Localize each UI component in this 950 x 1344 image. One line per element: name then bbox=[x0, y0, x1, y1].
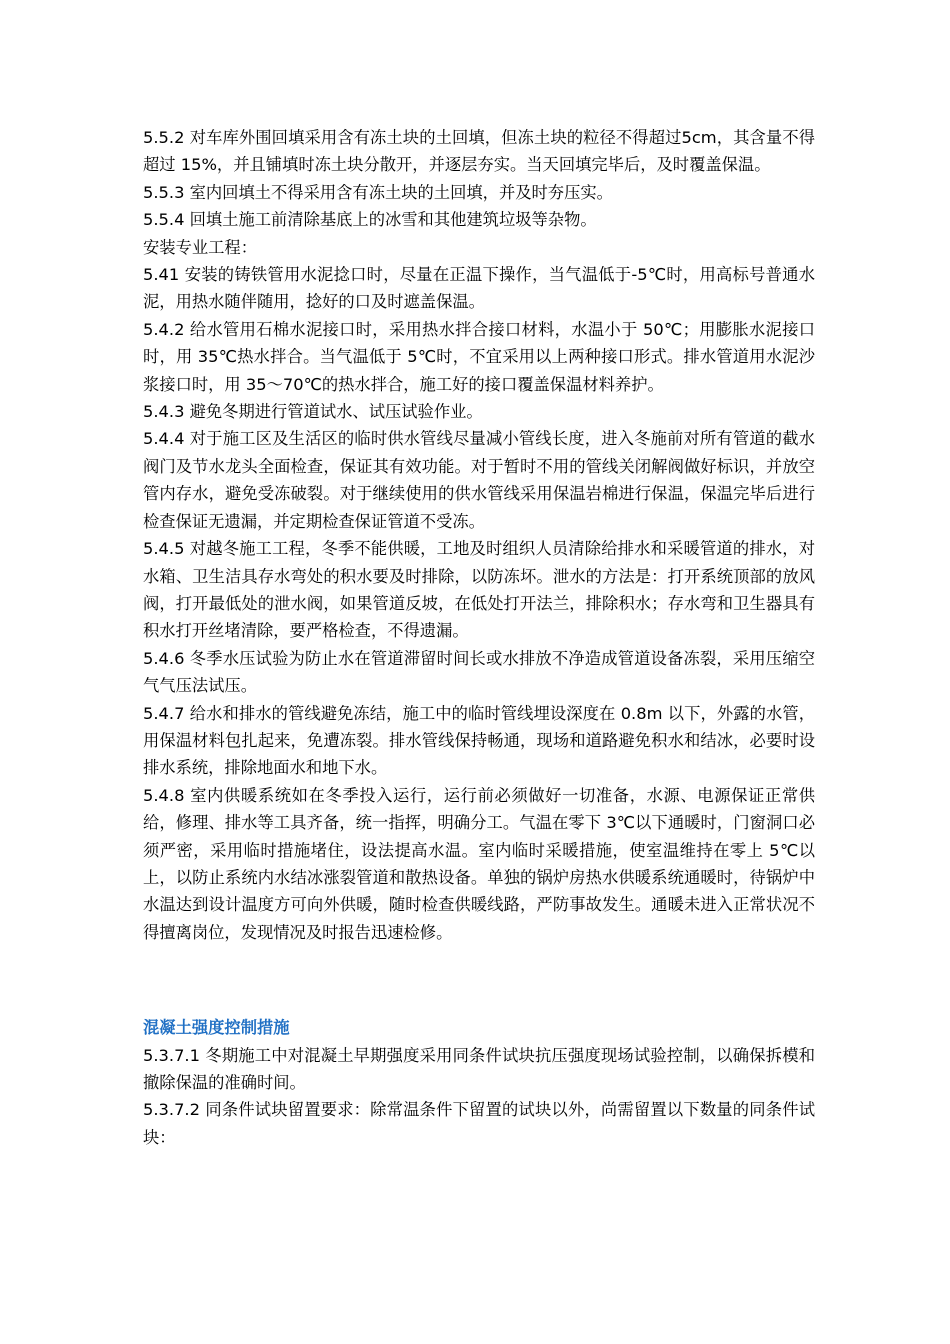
paragraph-5-4-2: 5.4.2 给水管用石棉水泥接口时，采用热水拌合接口材料，水温小于 50℃；用膨胀水泥接口时，用 35℃热水拌合。当气温低于 5℃时，不宜采用以上两种接口形式。排水管道用水泥沙浆接口时，用 35～70℃的热水拌合，施工好的接口覆盖保温材料养护。 bbox=[143, 319, 815, 394]
paragraph-5-3-7-1: 5.3.7.1 冬期施工中对混凝土早期强度采用同条件试块抗压强度现场试验控制，以确保拆模和撤除保温的准确时间。 bbox=[143, 1045, 815, 1092]
paragraph-5-5-4: 5.5.4 回填土施工前清除基底上的冰雪和其他建筑垃圾等杂物。 bbox=[143, 210, 597, 230]
paragraph-5-4-3: 5.4.3 避免冬期进行管道试水、试压试验作业。 bbox=[143, 402, 483, 422]
paragraph-5-4-6: 5.4.6 冬季水压试验为防止水在管道滞留时间长或水排放不净造成管道设备冻裂，采用压缩空气气压法试压。 bbox=[143, 648, 815, 696]
section-heading: 混凝土强度控制措施 bbox=[143, 1018, 290, 1038]
paragraph-5-4-7: 5.4.7 给水和排水的管线避免冻结，施工中的临时管线埋设深度在 0.8m 以下，外露的水管，用保温材料包扎起来，免遭冻裂。排水管线保持畅通，现场和道路避免积水和结冰，必要时设排水系统，排除地面水和地下水。 bbox=[143, 703, 815, 778]
paragraph-5-4-5: 5.4.5 对越冬施工工程，冬季不能供暖，工地及时组织人员清除给排水和采暖管道的排水，对水箱、卫生洁具存水弯处的积水要及时排除，以防冻坏。泄水的方法是：打开系统顶部的放风阀，打开最低处的泄水阀，如果管道反坡，在低处打开法兰，排除积水；存水弯和卫生器具有积水打开丝堵清除，要严格检查，不得遗漏。 bbox=[143, 539, 815, 641]
paragraph-5-4-8: 5.4.8 室内供暖系统如在冬季投入运行，运行前必须做好一切准备，水源、电源保证正常供给，修理、排水等工具齐备，统一指挥，明确分工。气温在零下 3℃以下通暖时，门窗洞口必须严密，采用临时措施堵住，设法提高水温。室内临时采暖措施，使室温维持在零上 5℃以上，以防止系统内水结冰涨裂管道和散热设备。单独的锅炉房热水供暖系统通暖时，待锅炉中水温达到设计温度方可向外供暖，随时检查供暖线路，严防事故发生。通暖未进入正常状况不得擅离岗位，发现情况及时报告迅速检修。 bbox=[143, 785, 815, 942]
paragraph-5-4-4: 5.4.4 对于施工区及生活区的临时供水管线尽量减小管线长度，进入冬施前对所有管道的截水阀门及节水龙头全面检查，保证其有效功能。对于暂时不用的管线关闭解阀做好标识，并放空管内存水，避免受冻破裂。对于继续使用的供水管线采用保温岩棉进行保温，保温完毕后进行检查保证无遗漏，并定期检查保证管道不受冻。 bbox=[143, 429, 815, 531]
paragraph-5-3-7-2: 5.3.7.2 同条件试块留置要求：除常温条件下留置的试块以外，尚需留置以下数量的同条件试块： bbox=[143, 1100, 815, 1147]
paragraph-5-5-3: 5.5.3 室内回填土不得采用含有冻土块的土回填，并及时夯压实。 bbox=[143, 182, 613, 202]
section-spacer bbox=[143, 946, 815, 1014]
paragraph-5-4-1: 5.41 安装的铸铁管用水泥捻口时，尽量在正温下操作，当气温低于-5℃时，用高标号普通水泥，用热水随伴随用，捻好的口及时遮盖保温。 bbox=[143, 265, 815, 312]
paragraph-5-5-2: 5.5.2 对车库外围回填采用含有冻土块的土回填，但冻土块的粒径不得超过5cm，其含量不得超过 15%，并且铺填时冻土块分散开，并逐层夯实。当天回填完毕后，及时覆盖保温。 bbox=[143, 128, 815, 175]
subsection-label-installation: 安装专业工程： bbox=[143, 237, 257, 257]
page-content bbox=[143, 124, 815, 1151]
